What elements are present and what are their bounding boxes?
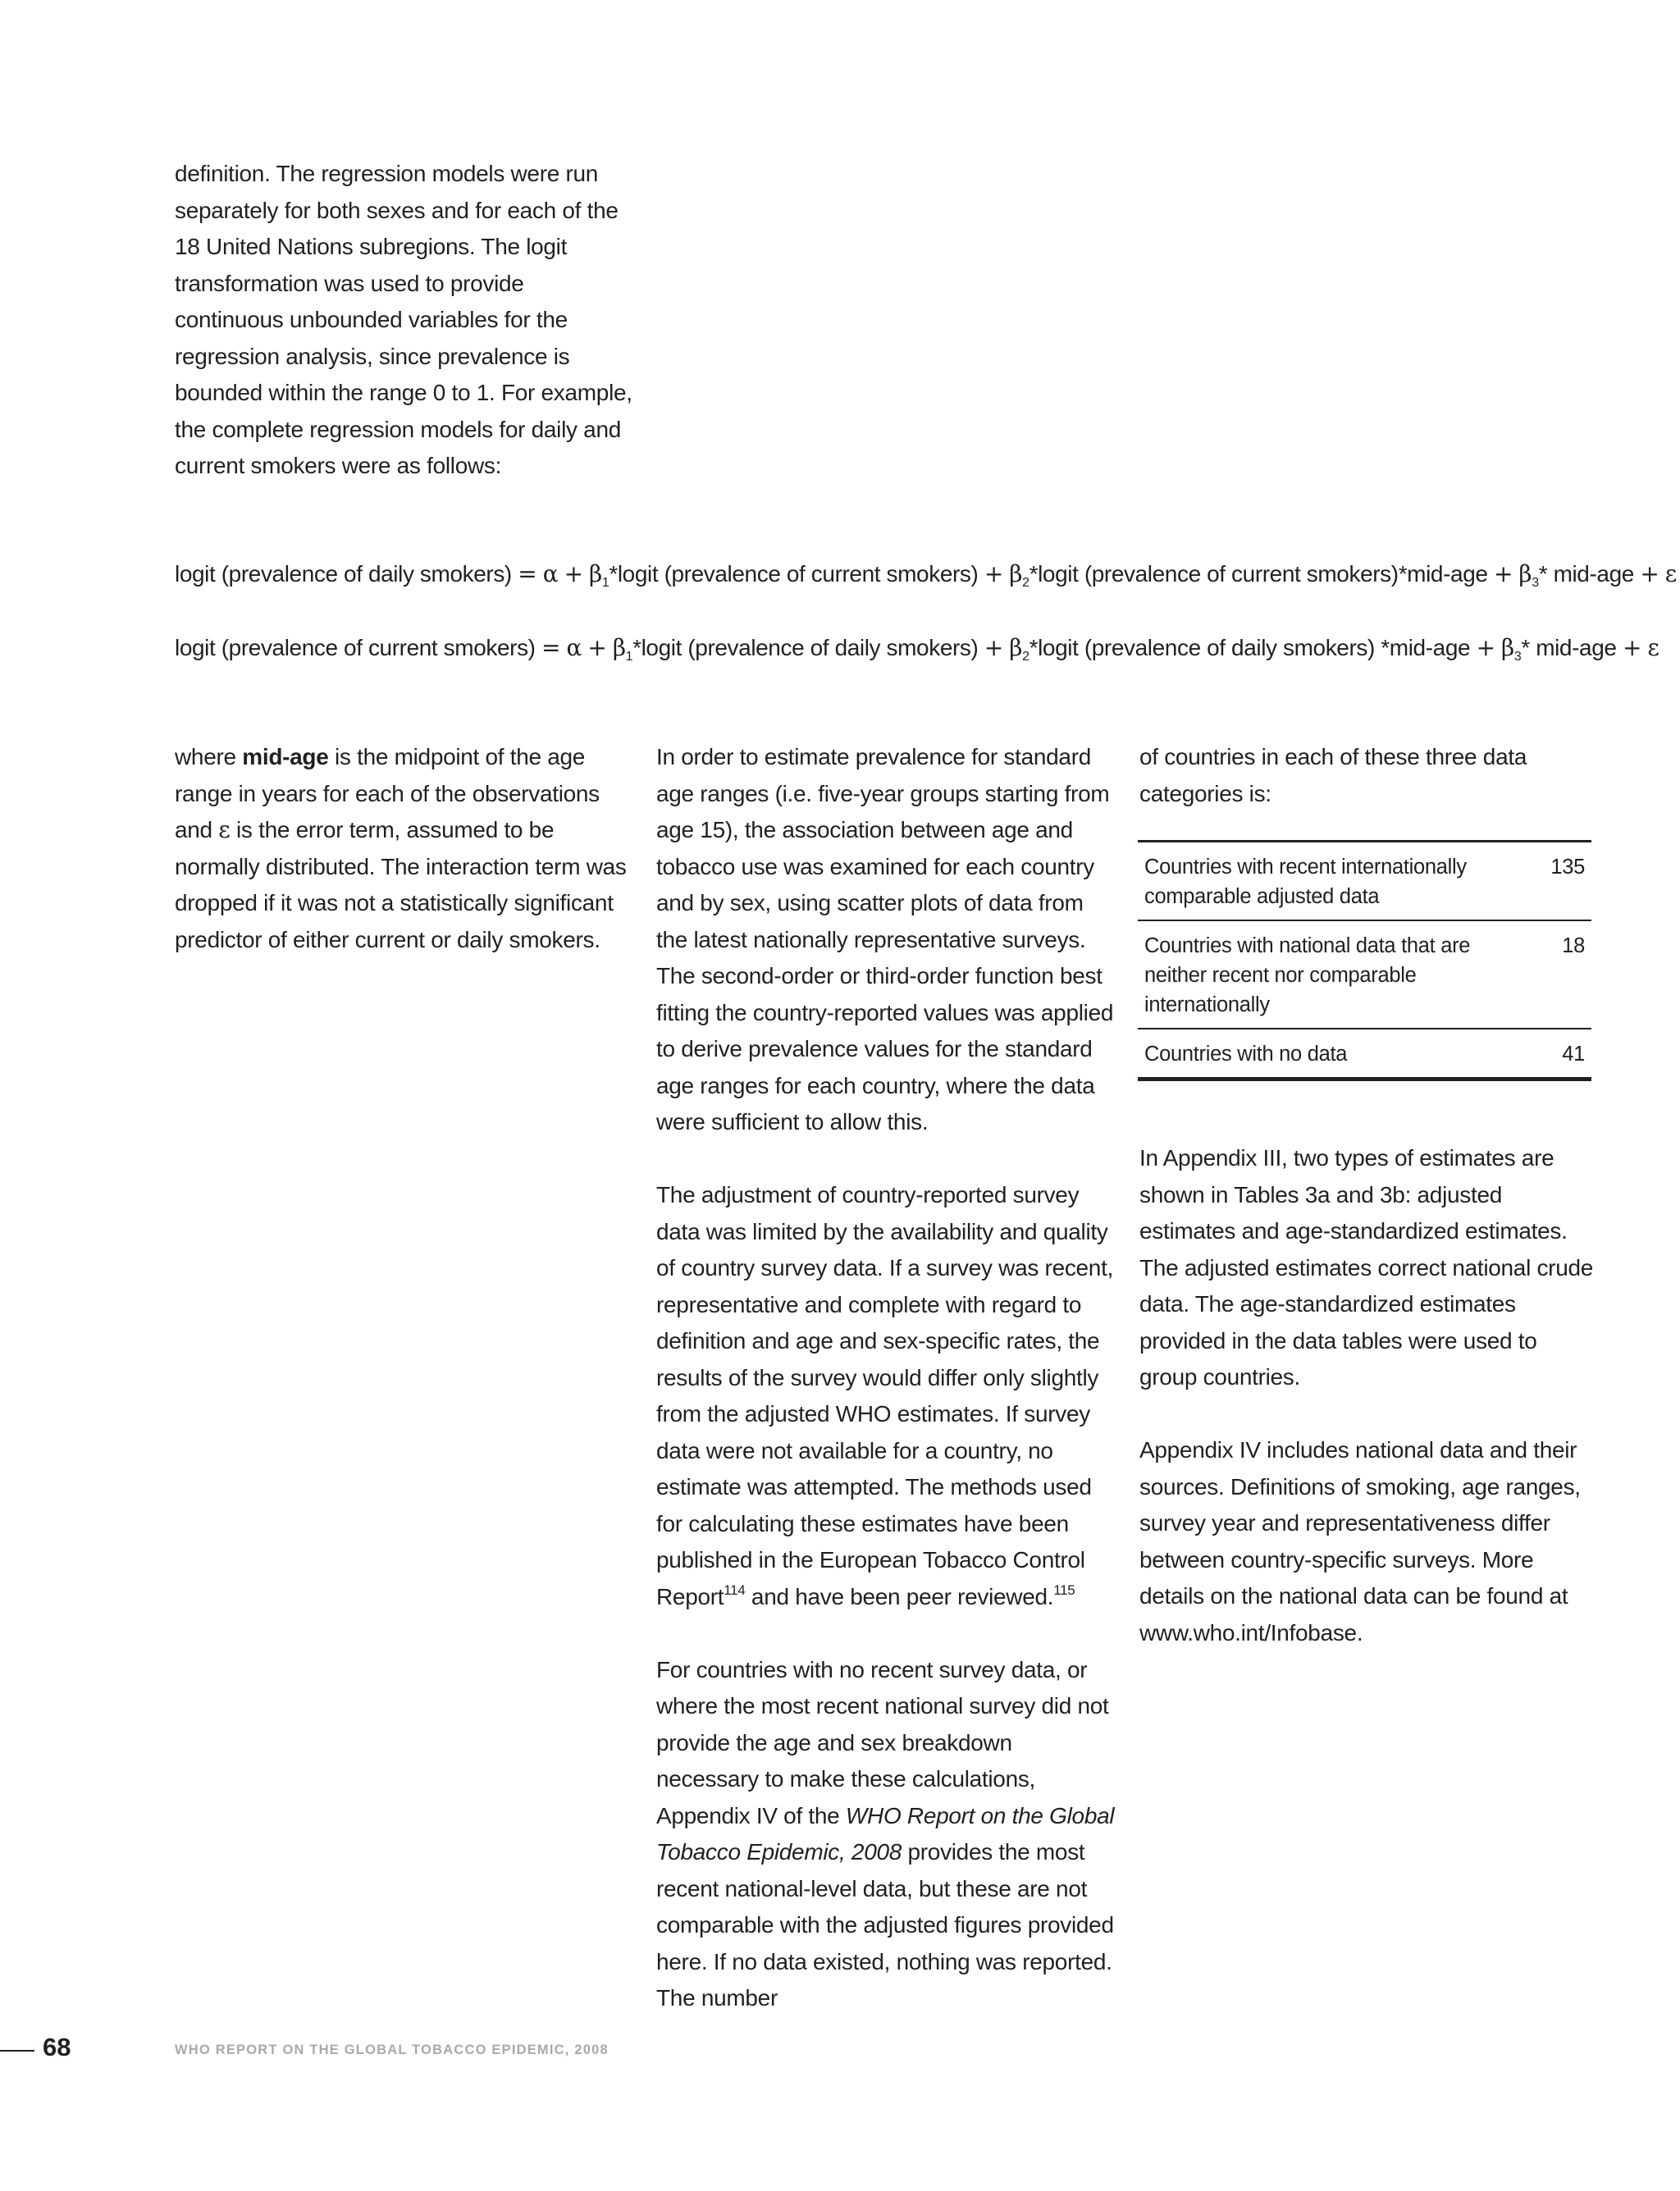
data-categories-table (1138, 840, 1591, 1081)
reference-115: 115 (1053, 1582, 1075, 1598)
table-row-value: 18 (1562, 934, 1585, 957)
eq1-alpha: α (542, 560, 559, 587)
col2-paragraph-3 (656, 1652, 1116, 2017)
table-row-label: Countries with recent internationally comparable adjusted data (1144, 856, 1467, 908)
column-3-intro (1139, 739, 1599, 812)
reference-114: 114 (724, 1582, 746, 1598)
running-title: WHO REPORT ON THE GLOBAL TOBACCO EPIDEMIC, 2008 (175, 2043, 609, 2057)
eq1-term-1: *logit (prevalence of current smokers) (609, 561, 979, 587)
table-row-label: Countries with no data (1144, 1043, 1348, 1066)
eq1-beta-3: β (1518, 560, 1532, 587)
eq1-equals: = (518, 560, 537, 587)
col1-epsilon: ε (218, 816, 231, 843)
table-row (1138, 842, 1591, 921)
col2-p3-text-b: provides the most recent national-level data, but these are not comparable with the adjusted figures provided here. If no data existed, nothing was reported. The number (656, 1839, 1114, 2011)
col2-p2-text-b: and have been peer reviewed. (745, 1583, 1054, 1609)
eq2-plus-4: + (1622, 634, 1641, 661)
column-3-body (1139, 1140, 1599, 1651)
table-row (1138, 1029, 1591, 1077)
mid-age-paragraph (175, 739, 630, 958)
eq2-term-3: * mid-age (1521, 635, 1617, 660)
column-1 (175, 739, 630, 958)
col2-p3-text-a: For countries with no recent survey data, or where the most recent national survey did not provide the age and sex breakdown necessary to make these calculations, Appendix IV of the (656, 1656, 1109, 1828)
eq2-sub-2: 2 (1022, 650, 1029, 664)
equation-daily-smokers (175, 558, 1677, 591)
col2-p2-text-a: The adjustment of country-reported survey data was limited by the availability and quality of country survey data. If a survey was recent, representative and complete with regard to definition and age and sex-specific rates, the results of the survey would differ only slightly from the adjusted WHO estimates. If survey data were not available for a country, no estimate was attempted. The methods used for calculating these estimates have been published in the European Tobacco Control Report (656, 1182, 1114, 1609)
eq2-lhs: logit (prevalence of current smokers) (175, 635, 536, 660)
eq2-alpha: α (566, 634, 582, 661)
eq2-equals: = (541, 634, 561, 661)
col3-paragraph-3: Appendix IV includes national data and their sources. Definitions of smoking, age ranges, survey year and representativeness differ between country-specific surveys. More details on the national data can be found at www.who.int/Infobase. (1139, 1437, 1581, 1646)
report-title-italic: WHO Report on the Global Tobacco Epidemic, 2008 (656, 1802, 1115, 1865)
eq2-plus-2: + (984, 634, 1003, 661)
mid-age-term: mid-age (242, 744, 329, 769)
eq2-sub-3: 3 (1513, 650, 1522, 664)
equation-current-smokers (175, 632, 1659, 664)
eq1-sub-1: 1 (601, 576, 609, 590)
eq2-beta-1: β (612, 634, 626, 661)
eq2-plus-1: + (587, 634, 607, 661)
col3-paragraph-1: of countries in each of these three data categories is: (1139, 744, 1527, 806)
col1-text-2: is the error term, assumed to be normally distributed. The interaction term was dropped if it was not a statistically significant predictor of either current or daily smokers. (175, 817, 627, 952)
eq1-plus-1: + (564, 560, 583, 587)
column-2 (656, 739, 1116, 2017)
eq2-term-2: *logit (prevalence of daily smokers) *mid-age (1029, 635, 1471, 660)
eq2-epsilon: ε (1647, 634, 1659, 661)
intro-paragraph (175, 156, 634, 485)
col1-text-1: is the midpoint of the age range in years for each of the observations and (175, 744, 600, 842)
eq2-beta-3: β (1501, 634, 1514, 661)
eq1-beta-2: β (1009, 560, 1023, 587)
eq2-sub-1: 1 (625, 650, 633, 664)
table-row-value: 41 (1562, 1043, 1585, 1066)
eq1-plus-4: + (1640, 560, 1659, 587)
intro-text: definition. The regression models were run separately for both sexes and for each of the 18 United Nations subregions. The logit transformation was used to provide continuous unbounded variables for the regression analysis, since prevalence is bounded within the range 0 to 1. For example, the complete regression models for daily and current smokers were as follows: (175, 161, 632, 478)
eq1-plus-2: + (984, 560, 1003, 587)
eq2-beta-2: β (1009, 634, 1023, 661)
col2-paragraph-2 (656, 1177, 1116, 1615)
table-row (1138, 921, 1591, 1029)
eq2-plus-3: + (1476, 634, 1495, 661)
col1-lead: where (175, 744, 243, 769)
table-row-value: 135 (1550, 856, 1585, 879)
eq1-lhs: logit (prevalence of daily smokers) (175, 561, 512, 587)
col3-paragraph-2: In Appendix III, two types of estimates are shown in Tables 3a and 3b: adjusted estimates and age-standardized estimates. The adjusted estimates correct national crude data. The age-standardized estimates provided in the data tables were used to group countries. (1139, 1145, 1594, 1390)
eq2-term-1: *logit (prevalence of daily smokers) (632, 635, 979, 660)
page-number: 68 (43, 2033, 71, 2061)
col2-paragraph-1: In order to estimate prevalence for standard age ranges (i.e. five-year groups starting from age 15), the association between age and tobacco use was examined for each country and by sex, using scatter plots of data from the latest nationally representative surveys. The second-order or third-order function best fitting the country-reported values was applied to derive prevalence values for the standard age ranges for each country, where the data were sufficient to allow this. (656, 744, 1114, 1134)
footer-rule (0, 2050, 34, 2052)
eq1-sub-2: 2 (1022, 576, 1029, 590)
eq1-sub-3: 3 (1532, 576, 1539, 590)
eq1-term-2: *logit (prevalence of current smokers)*mid-age (1029, 561, 1488, 587)
eq1-epsilon: ε (1664, 560, 1677, 587)
eq1-plus-3: + (1493, 560, 1513, 587)
table-row-label: Countries with national data that are neither recent nor comparable internationally (1144, 934, 1471, 1016)
eq1-term-3: * mid-age (1538, 561, 1634, 587)
eq1-beta-1: β (589, 560, 602, 587)
